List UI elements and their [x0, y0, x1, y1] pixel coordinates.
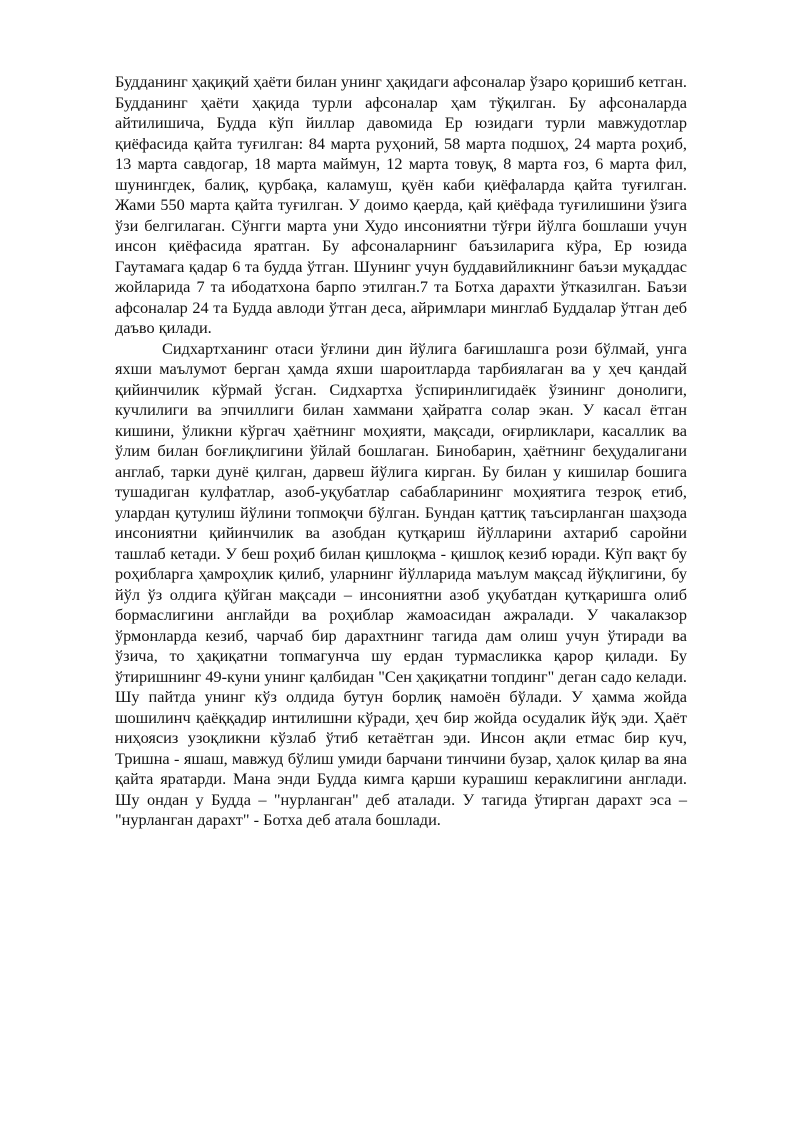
paragraph-1: Будданинг ҳақиқий ҳаёти билан унинг ҳақидаги афсоналар ўзаро қоришиб кетган. Будданинг ҳаёти ҳақида турли афсоналар ҳам тўқилган. Бу афсоналарда айтилишича, Будда кўп йиллар давомида Ер юзидаги турли мавжудотлар қиёфасида қайта туғилган: 84 марта руҳоний, 58 марта подшоҳ, 24 марта роҳиб, 13 марта савдогар, 18 марта маймун, 12 марта товуқ, 8 марта ғоз, 6 марта фил, шунингдек, балиқ, қурбақа, каламуш, қуён каби қиёфаларда қайта туғилган. Жами 550 марта қайта туғилган. У доимо қаерда, қай қиёфада туғилишини ўзига ўзи белгилаган. Сўнгги марта уни Худо инсониятни тўғри йўлга бошлаши учун инсон қиёфасида яратган. Бу афсоналарнинг баъзиларига кўра, Ер юзида Гаутамага қадар 6 та будда ўтган. Шунинг учун буддавийликнинг баъзи муқаддас жойларида 7 та ибодатхона барпо этилган.7 та Ботха дарахти ўтказилган. Баъзи афсоналар 24 та Будда авлоди ўтган деса, айримлари минглаб Буддалар ўтган деб даъво қилади. [115, 72, 687, 337]
document-page [115, 72, 687, 831]
paragraph-2: Сидхартханинг отаси ўғлини дин йўлига бағишлашга рози бўлмай, унга яхши маълумот берган ҳамда яхши шароитларда тарбиялаган ва у ҳеч қандай қийинчилик кўрмай ўсган. Сидхартха ўспиринлигидаёк ўзининг донолиги, кучлилиги ва эпчиллиги билан хаммани ҳайратга солар экан. У касал ётган кишини, ўликни кўргач ҳаётнинг моҳияти, мақсади, оғирликлари, касаллик ва ўлим билан боғлиқлигини ўйлай бошлаган. Бинобарин, ҳаётнинг беҳудалигани англаб, тарки дунё қилган, дарвеш йўлига кирган. Бу билан у кишилар бошига тушадиган кулфатлар, азоб-уқубатлар сабабларининг моҳиятига тезроқ етиб, улардан қутулиш йўлини топмоқчи бўлган. Бундан қаттиқ таъсирланган шаҳзода инсониятни қийинчилик ва азобдан қутқариш йўлларини ахтариб саройни ташлаб кетади. У беш роҳиб билан қишлоқма - қишлоқ кезиб юради. Кўп вақт бу роҳибларга ҳамроҳлик қилиб, уларнинг йўлларида маълум мақсад йўқлигини, бу йўл ўз олдига қўйган мақсади – инсониятни азоб уқубатдан қутқаришга олиб бормаслигини англайди ва роҳиблар жамоасидан ажралади. У чакалакзор ўрмонларда кезиб, чарчаб бир дарахтнинг тагида дам олиш учун ўтиради ва ўзича, то ҳақиқатни топмагунча шу ердан турмасликка қарор қилади. Бу ўтиришнинг 49-куни унинг қалбидан "Сен ҳақиқатни топдинг" деган садо келади. Шу пайтда унинг кўз олдида бутун борлиқ намоён бўлади. У ҳамма жойда шошилинч қаёққадир интилишни кўради, ҳеч бир жойда осудалик йўқ эди. Ҳаёт ниҳоясиз узоқликни кўзлаб ўтиб кетаётган эди. Инсон ақли етмас бир куч, Тришна - яшаш, мавжуд бўлиш умиди барчани тинчини бузар, ҳалок қилар ва яна қайта яратарди. Мана энди Будда кимга қарши курашиш кераклигини англади. Шу ондан у Будда – "нурланган" деб аталади. У тагида ўтирган дарахт эса – "нурланган дарахт" - Ботха деб атала бошлади. [115, 338, 687, 829]
